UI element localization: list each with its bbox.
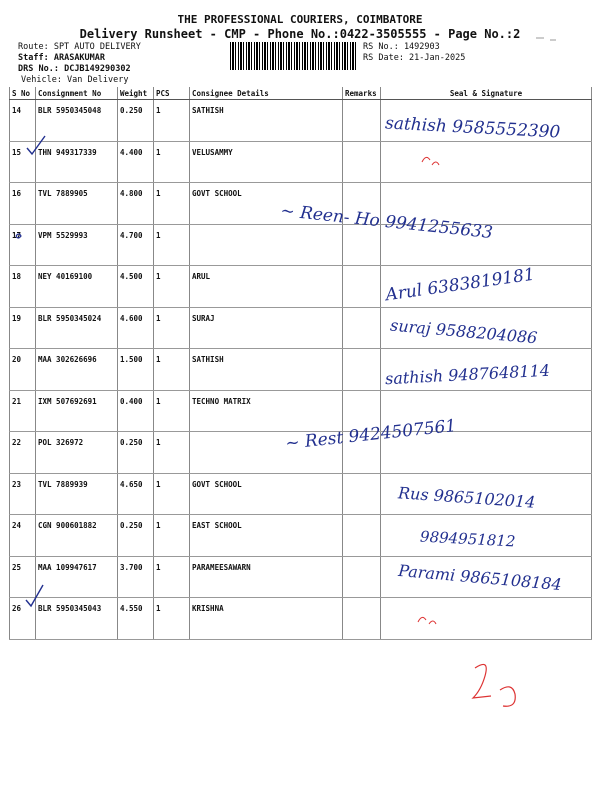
cell-consignee: VELUSAMMY (190, 141, 343, 183)
cell-weight: 1.500 (118, 349, 154, 391)
cell-consignment: NEY 40169100 (36, 266, 118, 308)
cell-remarks (343, 515, 381, 557)
signature-row-16-17: ~ Reen- Ho 9941255633 (279, 200, 494, 244)
cell-consignment: BLR 5950345024 (36, 307, 118, 349)
cell-consignee: GOVT SCHOOL (190, 473, 343, 515)
cell-pcs: 1 (154, 100, 190, 142)
cell-pcs: 1 (154, 556, 190, 598)
cell-sno: 22 (10, 432, 36, 474)
cell-consignee: ARUL (190, 266, 343, 308)
cell-remarks (343, 473, 381, 515)
cell-sno: 23 (10, 473, 36, 515)
vehicle: Vehicle: Van Delivery (21, 75, 129, 85)
cell-consignee: SURAJ (190, 307, 343, 349)
staff-label: Staff: (18, 53, 49, 63)
signature-row-20: sathish 9487648114 (384, 360, 551, 389)
col-remarks: Remarks (343, 87, 381, 100)
cell-pcs: 1 (154, 224, 190, 266)
cell-signature (381, 598, 592, 640)
cell-sno: 21 (10, 390, 36, 432)
cell-consignee: TECHNO MATRIX (190, 390, 343, 432)
cell-weight: 4.550 (118, 598, 154, 640)
cell-weight: 4.400 (118, 141, 154, 183)
cell-consignment: VPM 5529993 (36, 224, 118, 266)
cell-consignment: MAA 109947617 (36, 556, 118, 598)
cell-pcs: 1 (154, 515, 190, 557)
rs-date: RS Date: 21-Jan-2025 (363, 53, 466, 63)
col-weight: Weight (118, 87, 154, 100)
drs-number (18, 64, 131, 74)
cell-pcs: 1 (154, 432, 190, 474)
cell-pcs: 1 (154, 349, 190, 391)
runsheet-subtitle: Delivery Runsheet - CMP - Phone No.:0422-3505555 - Page No.:2 (79, 27, 521, 41)
cell-signature (381, 141, 592, 183)
cell-remarks (343, 349, 381, 391)
cell-sno: 14 (10, 100, 36, 142)
cell-consignee: PARAMEESAWARN (190, 556, 343, 598)
cell-pcs: 1 (154, 307, 190, 349)
signature-row-14: sathish 9585552390 (384, 113, 561, 143)
cell-weight: 0.250 (118, 100, 154, 142)
cell-remarks (343, 598, 381, 640)
cell-consignment: POL 326972 (36, 432, 118, 474)
drs-value: DCJB149290302 (64, 64, 131, 74)
cell-weight: 0.400 (118, 390, 154, 432)
cell-sno: 24 (10, 515, 36, 557)
cell-sno: 20 (10, 349, 36, 391)
cell-consignment: TVL 7889905 (36, 183, 118, 225)
cell-weight: 4.800 (118, 183, 154, 225)
cell-sno: 26 (10, 598, 36, 640)
rs-number: RS No.: 1492903 (363, 42, 440, 52)
cell-consignment: MAA 302626696 (36, 349, 118, 391)
drs-label: DRS No.: (18, 64, 59, 74)
cell-consignee: GOVT SCHOOL (190, 183, 343, 225)
cell-consignee: SATHISH (190, 349, 343, 391)
table-row (10, 390, 592, 432)
cell-consignment: IXM 507692691 (36, 390, 118, 432)
cell-consignee (190, 224, 343, 266)
table-row (10, 224, 592, 266)
cell-pcs: 1 (154, 473, 190, 515)
cell-consignee: SATHISH (190, 100, 343, 142)
signature-row-19: suraj 9588204086 (389, 315, 539, 348)
cell-sno: 19 (10, 307, 36, 349)
staff (18, 53, 105, 63)
cell-remarks (343, 307, 381, 349)
cell-pcs: 1 (154, 390, 190, 432)
barcode (230, 42, 356, 70)
signature-row-25: Parami 9865108184 (397, 560, 563, 595)
cell-consignee: KRISHNA (190, 598, 343, 640)
col-sno: S No (10, 87, 36, 100)
cell-remarks (343, 556, 381, 598)
cell-pcs: 1 (154, 598, 190, 640)
cell-consignment: THN 949317339 (36, 141, 118, 183)
signature-row-24: 9894951812 (419, 527, 516, 551)
cell-weight: 0.250 (118, 432, 154, 474)
cell-sno: 15 (10, 141, 36, 183)
red-scribble (473, 664, 491, 698)
signature-row-18: Arul 6383819181 (384, 264, 537, 306)
cell-weight: 4.600 (118, 307, 154, 349)
cell-weight: 4.650 (118, 473, 154, 515)
company-title: THE PROFESSIONAL COURIERS, COIMBATORE (177, 13, 423, 26)
cell-pcs: 1 (154, 141, 190, 183)
cell-sno: 16 (10, 183, 36, 225)
cell-weight: 3.700 (118, 556, 154, 598)
table-row (10, 598, 592, 640)
staff-name: ARASAKUMAR (53, 53, 106, 63)
cell-sno: 17 (10, 224, 36, 266)
red-scribble-2 (500, 687, 515, 706)
col-consignment: Consignment No (36, 87, 118, 100)
col-consignee: Consignee Details (190, 87, 343, 100)
cell-sno: 18 (10, 266, 36, 308)
cell-consignment: BLR 5950345048 (36, 100, 118, 142)
cell-sno: 25 (10, 556, 36, 598)
cell-remarks (343, 100, 381, 142)
route: Route: SPT AUTO DELIVERY (18, 42, 141, 52)
table-header-row (10, 87, 592, 100)
signature-row-21-22: ~ Rest 9424507561 (284, 416, 458, 454)
signature-row-23: Rus 9865102014 (397, 483, 536, 512)
cell-pcs: 1 (154, 266, 190, 308)
cell-consignee: EAST SCHOOL (190, 515, 343, 557)
cell-pcs: 1 (154, 183, 190, 225)
cell-remarks (343, 266, 381, 308)
cell-weight: 4.700 (118, 224, 154, 266)
cell-consignment: CGN 900601882 (36, 515, 118, 557)
cell-consignment: BLR 5950345043 (36, 598, 118, 640)
cell-remarks (343, 141, 381, 183)
table-row (10, 141, 592, 183)
col-pcs: PCS (154, 87, 190, 100)
col-signature: Seal & Signature (381, 87, 592, 100)
cell-consignment: TVL 7889939 (36, 473, 118, 515)
cell-weight: 0.250 (118, 515, 154, 557)
cell-weight: 4.500 (118, 266, 154, 308)
